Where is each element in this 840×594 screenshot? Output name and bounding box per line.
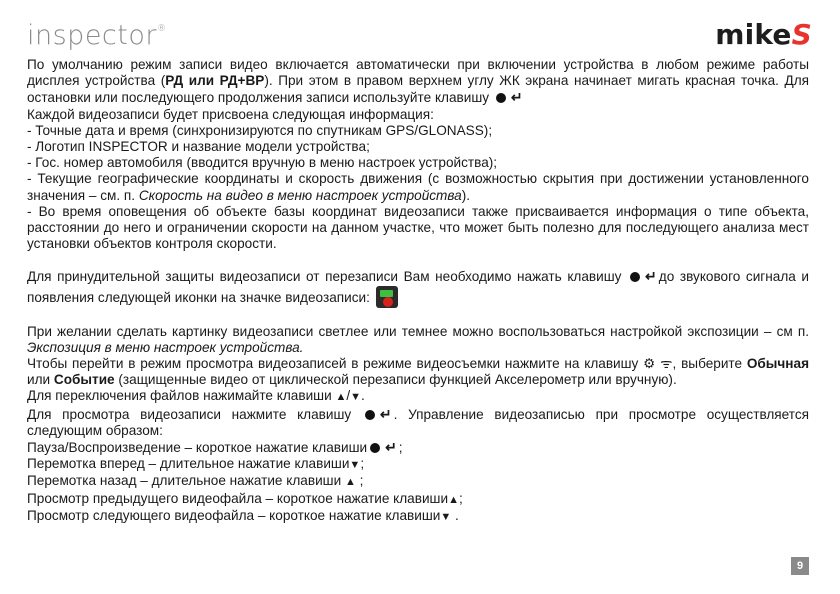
- list-item-plate: - Гос. номер автомобиля (вводится вручную в меню настроек устройства);: [27, 155, 498, 171]
- up-arrow-icon: ▲: [344, 476, 356, 489]
- text: до звукового сигнала и появления следующей иконки на значке видеозаписи:: [27, 269, 810, 305]
- text: ;: [398, 440, 403, 456]
- text: или: [27, 372, 54, 388]
- ok-button-icon: [630, 272, 640, 282]
- list-item-alert-info: - Во время оповещения об объекте базы координат видеозаписи также присваивается информация о типе объекта, расстоянии до него и ограничении скорости на данном участке, что может быть полезно для последующего анализа мест установки объектов контроля скорости.: [27, 203, 809, 252]
- text: Для принудительной защиты видеозаписи от перезаписи Вам необходимо нажать клавишу: [27, 269, 622, 285]
- spacer: [27, 252, 809, 268]
- text: Чтобы перейти в режим просмотра видеозаписей в режиме видеосъемки нажмите на клавишу: [27, 356, 639, 372]
- list-item-coordinates: [27, 171, 809, 203]
- control-next-file: [27, 508, 809, 525]
- registered-mark: ®: [156, 24, 167, 34]
- text: .: [455, 507, 459, 523]
- ok-button-icon: [496, 93, 506, 103]
- mode-rd-vr: или РД+ВР: [188, 73, 265, 89]
- enter-icon: ↵: [645, 268, 657, 285]
- paragraph-exposure: [27, 324, 809, 356]
- text: Для просмотра видеозаписи нажмите клавишу: [27, 406, 352, 422]
- paragraph-video-info: Каждой видеозаписи будет присвоена следующая информация:: [27, 106, 434, 122]
- text: ;: [458, 490, 463, 506]
- text: По умолчанию режим записи видео включается автоматически при включении устройства в любом режиме работы дисплея устройства (: [27, 57, 809, 89]
- paragraph-protect-record: [27, 268, 809, 307]
- mikes-logo: [715, 18, 812, 51]
- paragraph-playback-mode: [27, 356, 809, 388]
- protected-video-icon: [376, 286, 398, 308]
- ok-button-icon: [365, 410, 375, 420]
- down-arrow-icon: ▼: [350, 391, 362, 404]
- control-previous-file: [27, 491, 809, 508]
- ok-button-icon: [370, 443, 380, 453]
- paragraph-view-video: [27, 406, 809, 439]
- list-item-datetime: - Точные дата и время (синхронизируются по спутникам GPS/GLONASS);: [27, 122, 493, 138]
- text: . Управление видеозаписью при просмотре осуществляется следующим образом:: [27, 406, 810, 438]
- enter-icon: ↵: [510, 89, 523, 106]
- gear-icon: ⚙: [643, 356, 656, 372]
- text: Перемотка назад – длительное нажатие клавиши: [27, 473, 342, 489]
- text: , выберите: [672, 356, 747, 372]
- mode-rd: РД: [165, 73, 184, 89]
- wifi-icon: ᯤ: [660, 356, 673, 372]
- control-rewind: [27, 473, 809, 490]
- text: /: [346, 388, 351, 404]
- text: (защищенные видео от циклической перезаписи функцией Акселерометр или вручную).: [114, 372, 677, 388]
- mikes-logo-accent: S: [791, 18, 812, 51]
- text: При желании сделать картинку видеозаписи светлее или темнее можно воспользоваться настройкой экспозиции – см п.: [27, 323, 809, 339]
- text: ;: [360, 456, 365, 472]
- down-arrow-icon: ▼: [440, 510, 452, 523]
- inspector-logo-text: inspector: [27, 20, 157, 51]
- control-pause-play: [27, 439, 809, 456]
- spacer: [27, 308, 809, 324]
- enter-icon: ↵: [385, 439, 397, 456]
- option-event: Событие: [53, 372, 115, 388]
- text: ). При этом в правом верхнем углу ЖК экрана начинает мигать красная точка. Для остановки или последующего продолжения записи используйте клавишу: [27, 73, 810, 106]
- text: Для переключения файлов нажимайте клавиши: [27, 388, 332, 404]
- text: - Текущие географические координаты и скорость движения (с возможностью скрытия при достижении установленного значения – см. п.: [27, 171, 809, 203]
- page-header: [0, 0, 840, 56]
- menu-reference: Скорость на видео в меню настроек устройства: [138, 187, 462, 203]
- up-arrow-icon: ▲: [335, 391, 347, 404]
- paragraph-switch-files: [27, 388, 809, 405]
- manual-body: [27, 57, 809, 525]
- text: Просмотр предыдущего видеофайла – короткое нажатие клавиши: [27, 490, 449, 506]
- text: ;: [359, 473, 364, 489]
- menu-reference: Экспозиция в меню настроек устройства.: [27, 339, 304, 355]
- text: Перемотка вперед – длительное нажатие клавиши: [27, 456, 350, 472]
- enter-icon: ↵: [379, 405, 392, 422]
- paragraph-auto-record: [27, 57, 809, 107]
- control-fast-forward: [27, 456, 809, 473]
- up-arrow-icon: ▲: [448, 493, 459, 506]
- list-item-logo: - Логотип INSPECTOR и название модели устройства;: [27, 139, 370, 155]
- inspector-logo: [27, 20, 166, 51]
- text: Просмотр следующего видеофайла – короткое нажатие клавиши: [27, 507, 441, 523]
- text: Пауза/Воспроизведение – короткое нажатие клавиши: [27, 440, 368, 456]
- mikes-logo-text: mike: [715, 18, 792, 51]
- text: .: [361, 388, 365, 404]
- option-normal: Обычная: [746, 356, 810, 372]
- protected-video-icon-dot: [383, 297, 393, 307]
- page-number: 9: [791, 557, 809, 575]
- down-arrow-icon: ▼: [349, 459, 361, 472]
- text: ).: [461, 187, 471, 203]
- protected-video-icon-screen: [380, 290, 393, 297]
